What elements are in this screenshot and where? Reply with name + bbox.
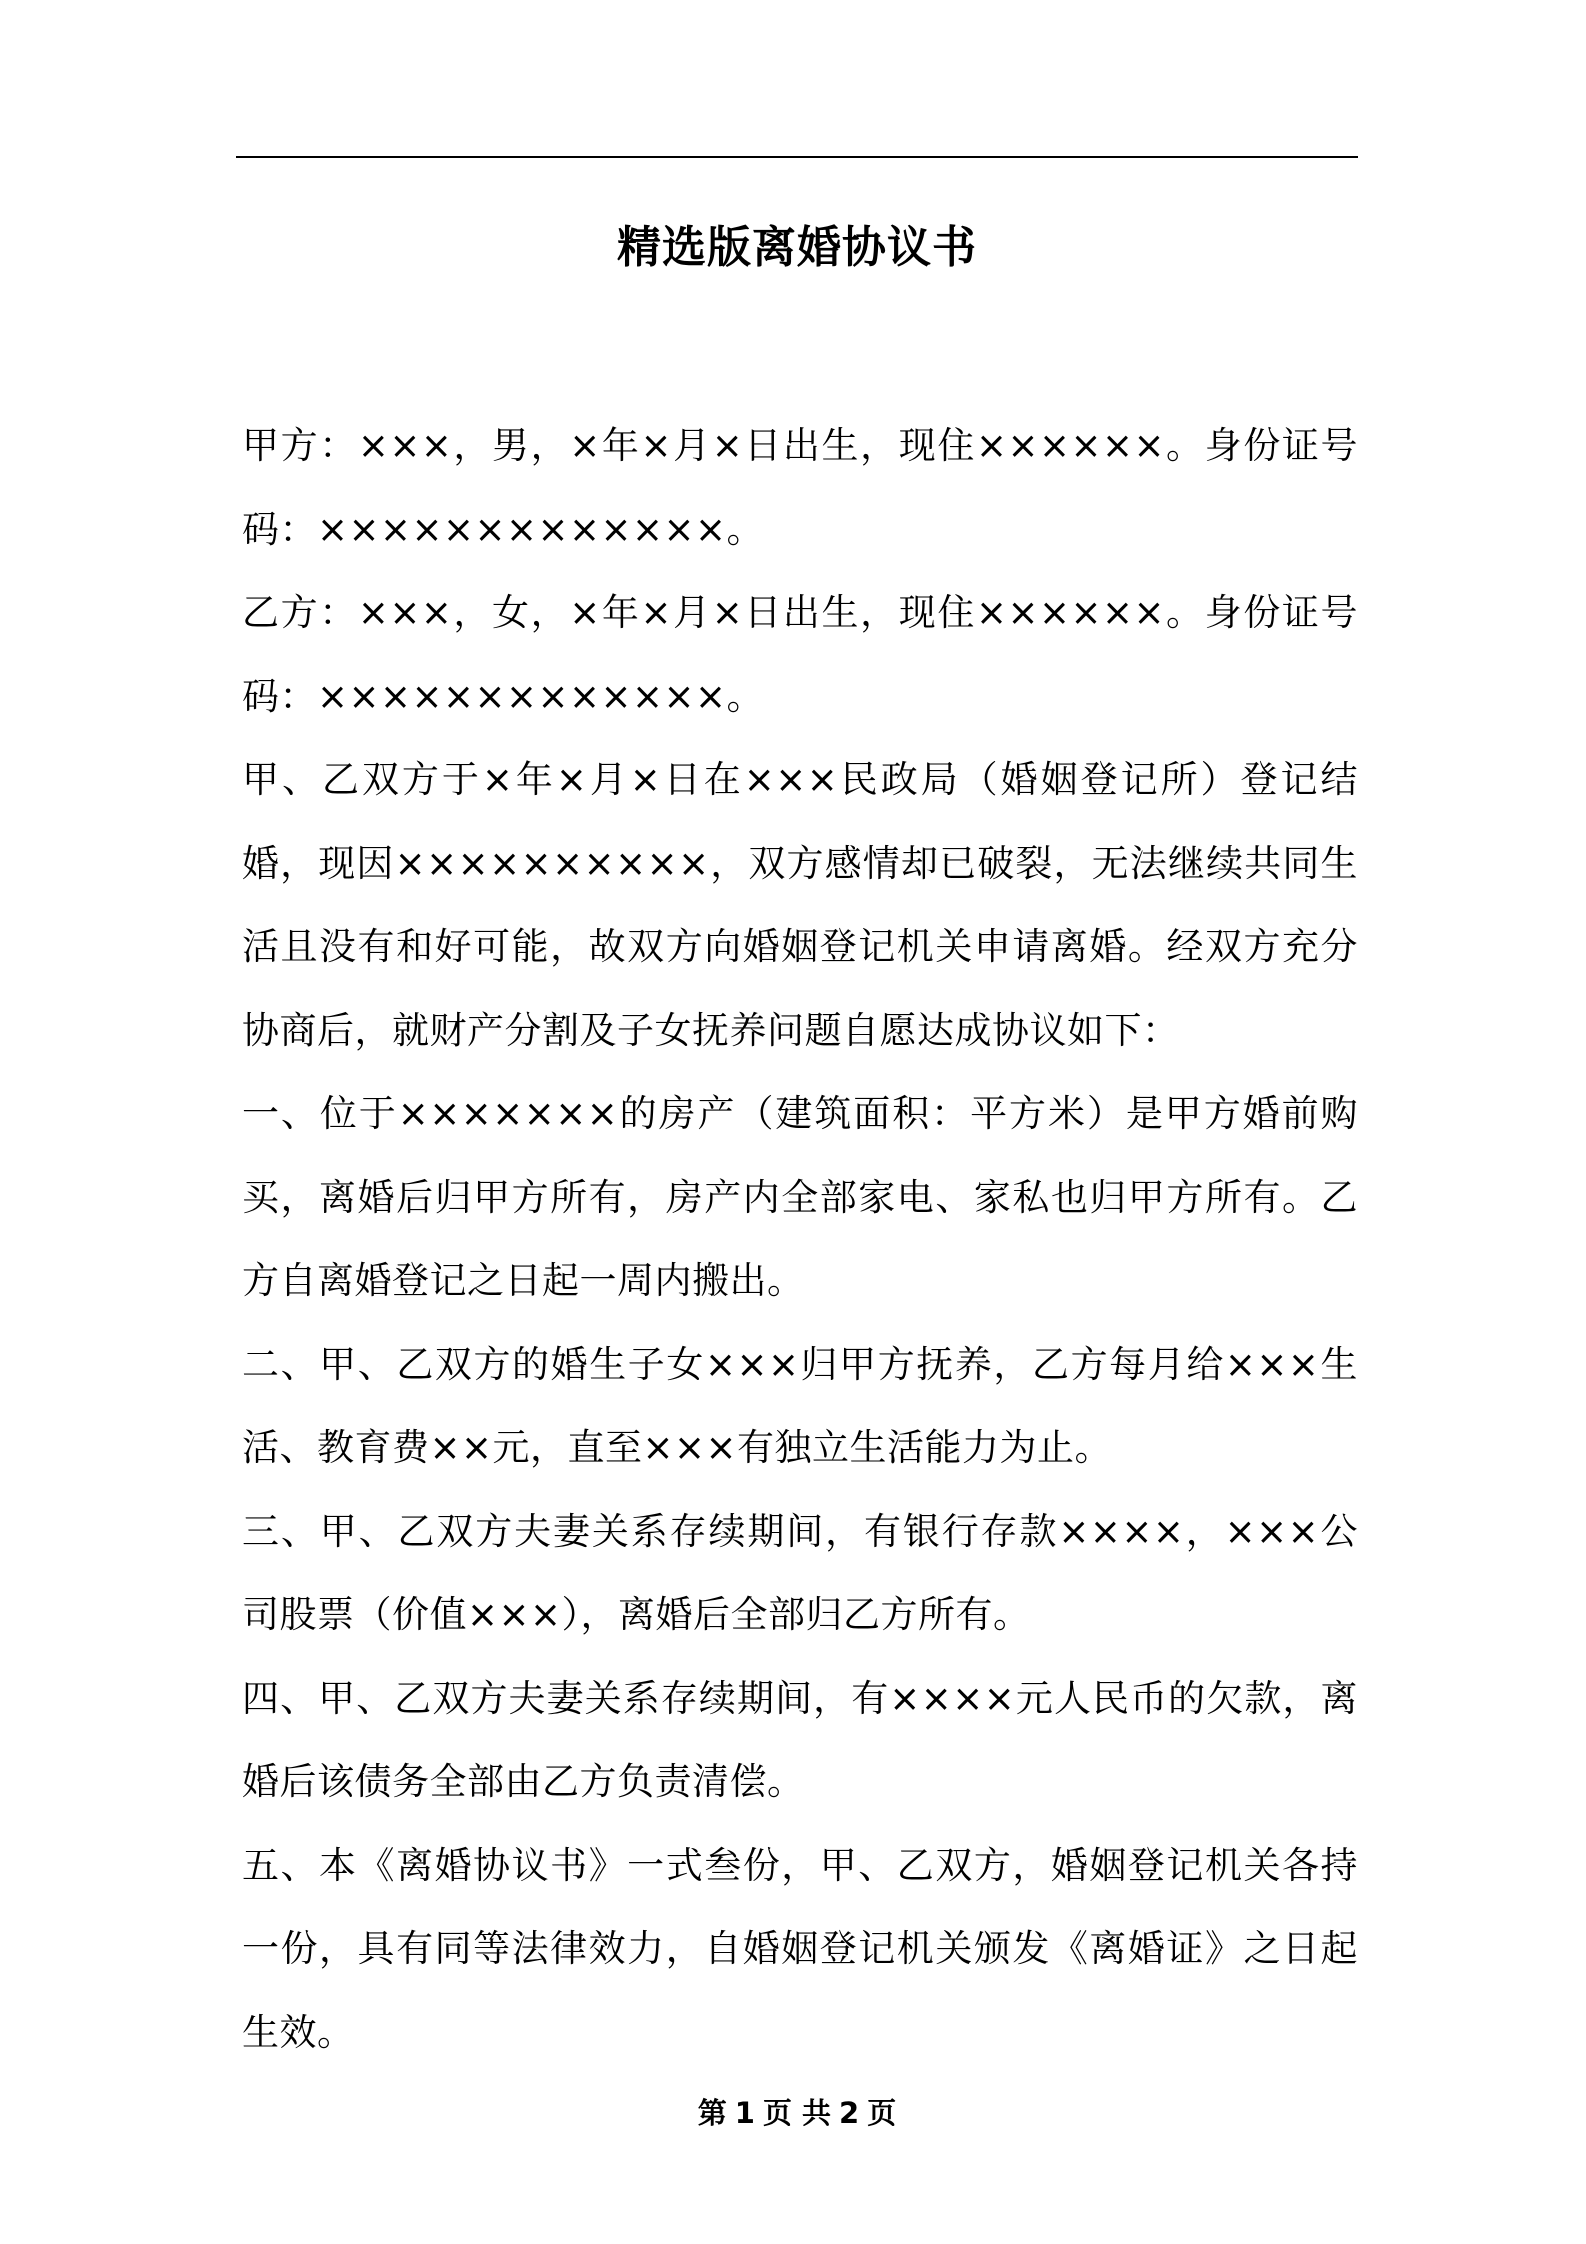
document-title: 精选版离婚协议书 [617, 222, 977, 273]
page-footer [236, 2090, 1358, 2136]
total-pages-number: 2 [839, 2096, 860, 2130]
clause-1-property: 一、位于×××××××的房产（建筑面积：平方米）是甲方婚前购买，离婚后归甲方所有，房产内全部家电、家私也归甲方所有。乙方自离婚登记之日起一周内搬出。 [242, 1092, 1358, 1302]
party-b-info: 乙方：×××，女，×年×月×日出生，现住××××××。身份证号码：×××××××××××××。 [242, 591, 1358, 718]
page-mid: 页 共 [762, 2096, 832, 2130]
clause-2-child-custody: 二、甲、乙双方的婚生子女×××归甲方抚养，乙方每月给×××生活、教育费××元，直至×××有独立生活能力为止。 [242, 1342, 1358, 1469]
page-suffix: 页 [867, 2096, 897, 2130]
agreement-preamble: 甲、乙双方于×年×月×日在×××民政局（婚姻登记所）登记结婚，现因××××××××××，双方感情却已破裂，无法继续共同生活且没有和好可能，故双方向婚姻登记机关申请离婚。经双方充分协商后，就财产分割及子女抚养问题自愿达成协议如下： [242, 758, 1358, 1052]
party-a-info: 甲方：×××，男，×年×月×日出生，现住××××××。身份证号码：×××××××××××××。 [242, 424, 1358, 551]
clause-5-copies: 五、本《离婚协议书》一式叁份，甲、乙双方，婚姻登记机关各持一份，具有同等法律效力，自婚姻登记机关颁发《离婚证》之日起生效。 [242, 1843, 1358, 2054]
current-page-number: 1 [734, 2096, 755, 2130]
clause-3-assets: 三、甲、乙双方夫妻关系存续期间，有银行存款××××，×××公司股票（价值×××），离婚后全部归乙方所有。 [242, 1509, 1358, 1636]
header-rule [236, 156, 1358, 158]
clause-4-debts: 四、甲、乙双方夫妻关系存续期间，有××××元人民币的欠款，离婚后该债务全部由乙方负责清偿。 [242, 1676, 1358, 1803]
document-body [242, 404, 1358, 2074]
page-prefix: 第 [697, 2096, 727, 2130]
